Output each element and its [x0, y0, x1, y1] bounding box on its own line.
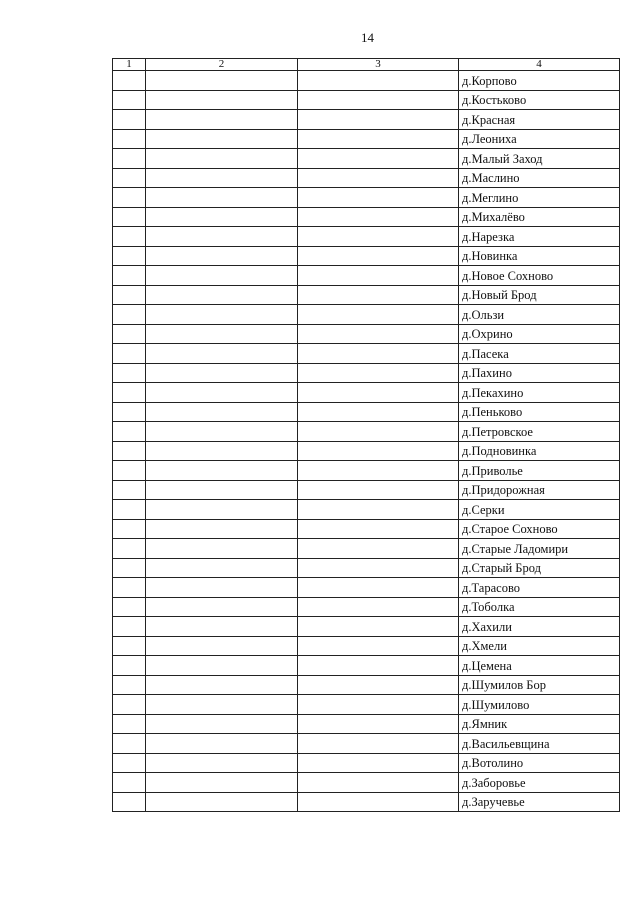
- empty-cell-col3: [298, 422, 459, 442]
- table-row: [113, 402, 620, 422]
- empty-cell-col2: [146, 753, 298, 773]
- empty-cell-col1: [113, 734, 146, 754]
- settlement-name-cell: д.Хмели: [459, 636, 620, 656]
- empty-cell-col1: [113, 792, 146, 812]
- settlement-name-cell: д.Ользи: [459, 305, 620, 325]
- empty-cell-col1: [113, 480, 146, 500]
- empty-cell-col3: [298, 383, 459, 403]
- settlement-name-cell: д.Пахино: [459, 363, 620, 383]
- empty-cell-col2: [146, 480, 298, 500]
- empty-cell-col2: [146, 597, 298, 617]
- empty-cell-col3: [298, 207, 459, 227]
- empty-cell-col1: [113, 558, 146, 578]
- empty-cell-col2: [146, 90, 298, 110]
- table-row: [113, 714, 620, 734]
- empty-cell-col2: [146, 461, 298, 481]
- table-row: [113, 422, 620, 442]
- empty-cell-col1: [113, 519, 146, 539]
- table-row: [113, 773, 620, 793]
- empty-cell-col1: [113, 636, 146, 656]
- table-row: [113, 519, 620, 539]
- table-row: [113, 129, 620, 149]
- empty-cell-col2: [146, 227, 298, 247]
- empty-cell-col1: [113, 207, 146, 227]
- empty-cell-col2: [146, 441, 298, 461]
- empty-cell-col1: [113, 539, 146, 559]
- empty-cell-col2: [146, 324, 298, 344]
- settlement-name-cell: д.Приволье: [459, 461, 620, 481]
- settlement-name-cell: д.Пеньково: [459, 402, 620, 422]
- empty-cell-col1: [113, 617, 146, 637]
- empty-cell-col1: [113, 773, 146, 793]
- settlement-name-cell: д.Васильевщина: [459, 734, 620, 754]
- empty-cell-col2: [146, 675, 298, 695]
- table-row: [113, 578, 620, 598]
- table-row: [113, 90, 620, 110]
- empty-cell-col3: [298, 636, 459, 656]
- column-header-4: 4: [459, 59, 620, 71]
- empty-cell-col1: [113, 383, 146, 403]
- empty-cell-col3: [298, 461, 459, 481]
- table-row: [113, 539, 620, 559]
- table-row: [113, 383, 620, 403]
- empty-cell-col3: [298, 480, 459, 500]
- empty-cell-col3: [298, 246, 459, 266]
- empty-cell-col3: [298, 695, 459, 715]
- table-body: [113, 71, 620, 812]
- empty-cell-col3: [298, 305, 459, 325]
- table-row: [113, 344, 620, 364]
- empty-cell-col3: [298, 675, 459, 695]
- empty-cell-col3: [298, 597, 459, 617]
- table-row: [113, 207, 620, 227]
- empty-cell-col2: [146, 305, 298, 325]
- settlement-name-cell: д.Маслино: [459, 168, 620, 188]
- table-row: [113, 305, 620, 325]
- table-row: [113, 441, 620, 461]
- table-row: [113, 461, 620, 481]
- empty-cell-col3: [298, 324, 459, 344]
- empty-cell-col2: [146, 110, 298, 130]
- settlement-name-cell: д.Подновинка: [459, 441, 620, 461]
- empty-cell-col1: [113, 188, 146, 208]
- empty-cell-col1: [113, 246, 146, 266]
- table-row: [113, 285, 620, 305]
- empty-cell-col1: [113, 324, 146, 344]
- settlement-name-cell: д.Старое Сохново: [459, 519, 620, 539]
- empty-cell-col1: [113, 714, 146, 734]
- empty-cell-col2: [146, 168, 298, 188]
- empty-cell-col3: [298, 188, 459, 208]
- empty-cell-col2: [146, 734, 298, 754]
- empty-cell-col3: [298, 558, 459, 578]
- empty-cell-col1: [113, 441, 146, 461]
- empty-cell-col3: [298, 363, 459, 383]
- empty-cell-col1: [113, 422, 146, 442]
- empty-cell-col3: [298, 90, 459, 110]
- settlement-name-cell: д.Заборовье: [459, 773, 620, 793]
- settlement-name-cell: д.Новое Сохново: [459, 266, 620, 286]
- table-row: [113, 188, 620, 208]
- settlement-name-cell: д.Тарасово: [459, 578, 620, 598]
- empty-cell-col2: [146, 188, 298, 208]
- table-row: [113, 246, 620, 266]
- empty-cell-col2: [146, 656, 298, 676]
- table-row: [113, 734, 620, 754]
- empty-cell-col1: [113, 402, 146, 422]
- empty-cell-col2: [146, 539, 298, 559]
- column-header-1: 1: [113, 59, 146, 71]
- table-row: [113, 110, 620, 130]
- empty-cell-col3: [298, 500, 459, 520]
- empty-cell-col2: [146, 402, 298, 422]
- table-row: [113, 149, 620, 169]
- empty-cell-col2: [146, 636, 298, 656]
- table-row: [113, 480, 620, 500]
- settlement-name-cell: д.Шумилово: [459, 695, 620, 715]
- settlement-name-cell: д.Старые Ладомири: [459, 539, 620, 559]
- settlement-name-cell: д.Шумилов Бор: [459, 675, 620, 695]
- empty-cell-col1: [113, 578, 146, 598]
- settlement-name-cell: д.Новинка: [459, 246, 620, 266]
- settlement-name-cell: д.Старый Брод: [459, 558, 620, 578]
- column-header-2: 2: [146, 59, 298, 71]
- empty-cell-col3: [298, 714, 459, 734]
- table-row: [113, 675, 620, 695]
- empty-cell-col2: [146, 266, 298, 286]
- table-row: [113, 695, 620, 715]
- settlement-name-cell: д.Пасека: [459, 344, 620, 364]
- empty-cell-col3: [298, 344, 459, 364]
- empty-cell-col1: [113, 675, 146, 695]
- table-header-row: [113, 59, 620, 71]
- empty-cell-col2: [146, 149, 298, 169]
- empty-cell-col2: [146, 695, 298, 715]
- empty-cell-col2: [146, 207, 298, 227]
- empty-cell-col1: [113, 285, 146, 305]
- table-row: [113, 617, 620, 637]
- empty-cell-col1: [113, 500, 146, 520]
- empty-cell-col2: [146, 383, 298, 403]
- empty-cell-col2: [146, 344, 298, 364]
- empty-cell-col1: [113, 753, 146, 773]
- empty-cell-col2: [146, 129, 298, 149]
- table-row: [113, 363, 620, 383]
- empty-cell-col2: [146, 617, 298, 637]
- empty-cell-col3: [298, 656, 459, 676]
- settlement-name-cell: д.Серки: [459, 500, 620, 520]
- empty-cell-col2: [146, 246, 298, 266]
- settlement-name-cell: д.Костьково: [459, 90, 620, 110]
- settlement-name-cell: д.Михалёво: [459, 207, 620, 227]
- empty-cell-col1: [113, 90, 146, 110]
- empty-cell-col3: [298, 402, 459, 422]
- empty-cell-col1: [113, 71, 146, 91]
- empty-cell-col1: [113, 305, 146, 325]
- column-header-3: 3: [298, 59, 459, 71]
- empty-cell-col3: [298, 227, 459, 247]
- settlement-name-cell: д.Новый Брод: [459, 285, 620, 305]
- settlement-name-cell: д.Красная: [459, 110, 620, 130]
- empty-cell-col3: [298, 773, 459, 793]
- empty-cell-col1: [113, 656, 146, 676]
- empty-cell-col1: [113, 168, 146, 188]
- settlement-name-cell: д.Меглино: [459, 188, 620, 208]
- empty-cell-col3: [298, 617, 459, 637]
- settlement-name-cell: д.Тоболка: [459, 597, 620, 617]
- table-row: [113, 597, 620, 617]
- empty-cell-col2: [146, 714, 298, 734]
- empty-cell-col2: [146, 422, 298, 442]
- table-row: [113, 227, 620, 247]
- settlement-name-cell: д.Леониха: [459, 129, 620, 149]
- empty-cell-col1: [113, 597, 146, 617]
- page-number: 14: [361, 30, 374, 45]
- empty-cell-col2: [146, 773, 298, 793]
- settlement-name-cell: д.Вотолино: [459, 753, 620, 773]
- empty-cell-col3: [298, 734, 459, 754]
- empty-cell-col3: [298, 519, 459, 539]
- settlement-name-cell: д.Хахили: [459, 617, 620, 637]
- empty-cell-col3: [298, 539, 459, 559]
- table-row: [113, 168, 620, 188]
- empty-cell-col2: [146, 500, 298, 520]
- empty-cell-col2: [146, 519, 298, 539]
- empty-cell-col2: [146, 71, 298, 91]
- settlements-table: [112, 58, 620, 812]
- settlement-name-cell: д.Корпово: [459, 71, 620, 91]
- empty-cell-col2: [146, 363, 298, 383]
- empty-cell-col2: [146, 558, 298, 578]
- settlement-name-cell: д.Малый Заход: [459, 149, 620, 169]
- settlement-name-cell: д.Нарезка: [459, 227, 620, 247]
- empty-cell-col1: [113, 363, 146, 383]
- empty-cell-col1: [113, 695, 146, 715]
- settlement-name-cell: д.Петровское: [459, 422, 620, 442]
- empty-cell-col3: [298, 149, 459, 169]
- settlement-name-cell: д.Придорожная: [459, 480, 620, 500]
- table-row: [113, 324, 620, 344]
- table-row: [113, 792, 620, 812]
- settlement-name-cell: д.Ямник: [459, 714, 620, 734]
- table-row: [113, 656, 620, 676]
- empty-cell-col1: [113, 110, 146, 130]
- empty-cell-col1: [113, 227, 146, 247]
- empty-cell-col3: [298, 71, 459, 91]
- empty-cell-col3: [298, 129, 459, 149]
- empty-cell-col3: [298, 578, 459, 598]
- settlement-name-cell: д.Охрино: [459, 324, 620, 344]
- table-row: [113, 753, 620, 773]
- table-row: [113, 558, 620, 578]
- empty-cell-col2: [146, 792, 298, 812]
- empty-cell-col3: [298, 266, 459, 286]
- settlement-name-cell: д.Пекахино: [459, 383, 620, 403]
- empty-cell-col3: [298, 441, 459, 461]
- empty-cell-col3: [298, 285, 459, 305]
- empty-cell-col3: [298, 110, 459, 130]
- empty-cell-col2: [146, 578, 298, 598]
- table-row: [113, 636, 620, 656]
- empty-cell-col1: [113, 344, 146, 364]
- table-row: [113, 500, 620, 520]
- settlement-name-cell: д.Цемена: [459, 656, 620, 676]
- empty-cell-col1: [113, 129, 146, 149]
- empty-cell-col3: [298, 168, 459, 188]
- empty-cell-col1: [113, 266, 146, 286]
- table-row: [113, 71, 620, 91]
- empty-cell-col3: [298, 753, 459, 773]
- empty-cell-col2: [146, 285, 298, 305]
- table-row: [113, 266, 620, 286]
- empty-cell-col3: [298, 792, 459, 812]
- empty-cell-col1: [113, 149, 146, 169]
- empty-cell-col1: [113, 461, 146, 481]
- settlement-name-cell: д.Заручевье: [459, 792, 620, 812]
